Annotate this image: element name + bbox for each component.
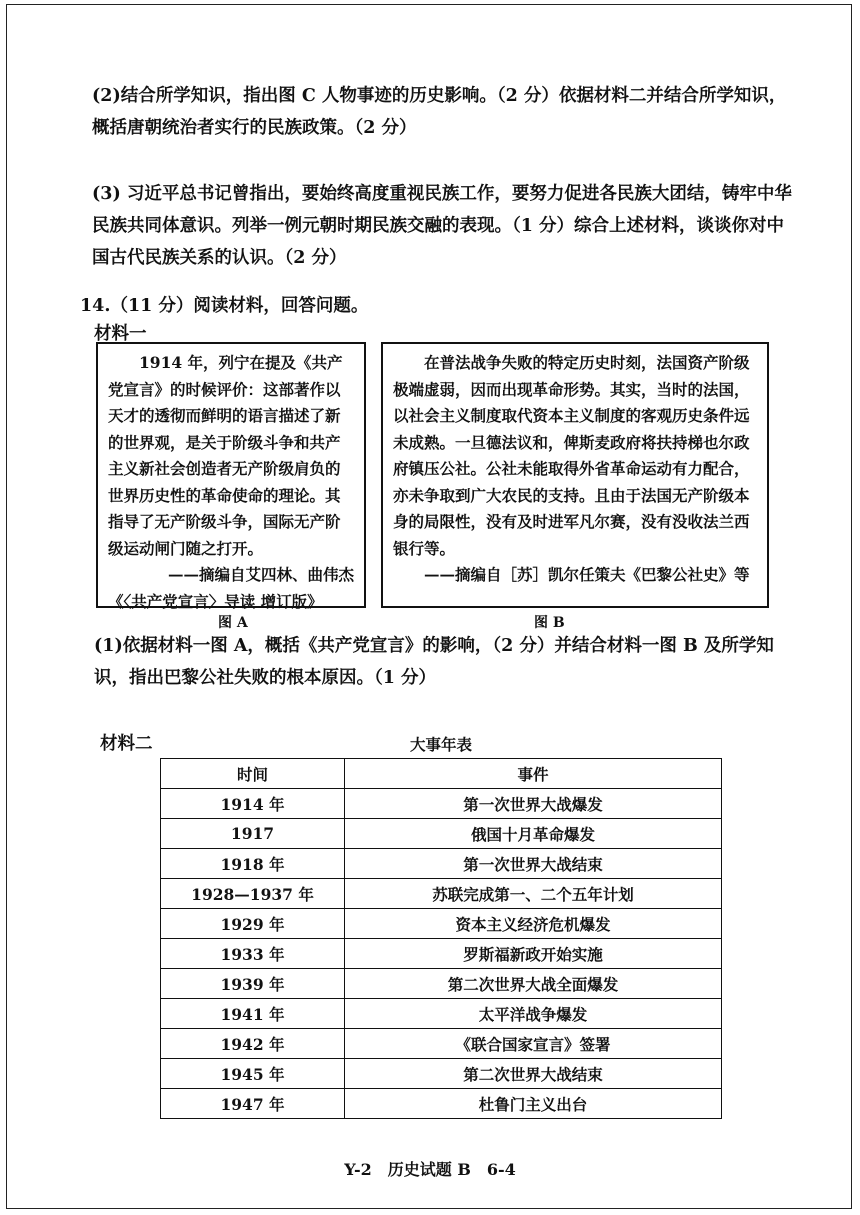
table-title: 大事年表: [410, 735, 473, 754]
table-row: [161, 789, 722, 819]
figure-b-box: [381, 342, 769, 608]
events-table: [160, 758, 722, 1119]
table-row: [161, 1089, 722, 1119]
question-13-part-3: (3) 习近平总书记曾指出，要始终高度重视民族工作，要努力促进各民族大团结，铸牢中华民族共同体意识。列举一例元朝时期民族交融的表现。（1 分）综合上述材料，谈谈你对中国古代民族关系的认识。（2 分）: [92, 184, 792, 268]
event-cell: 第一次世界大战结束: [345, 849, 722, 879]
event-cell: 第一次世界大战爆发: [345, 789, 722, 819]
figure-a-label: 图 A: [218, 615, 248, 631]
event-cell: 苏联完成第一、二个五年计划: [345, 879, 722, 909]
table-row: [161, 969, 722, 999]
time-cell: 1914 年: [161, 789, 345, 819]
time-cell: 1933 年: [161, 939, 345, 969]
figure-a-text: 1914 年，列宁在提及《共产党宣言》的时候评价：这部著作以天才的透彻而鲜明的语言描述了新的世界观，是关于阶级斗争和共产主义新社会创造者无产阶级肩负的世界历史性的革命使命的理论。其指导了无产阶级斗争，国际无产阶级运动闸门随之打开。: [108, 353, 343, 558]
time-cell: 1939 年: [161, 969, 345, 999]
table-row: [161, 849, 722, 879]
time-cell: 1917: [161, 819, 345, 849]
time-cell: 1928—1937 年: [161, 879, 345, 909]
table-row: [161, 999, 722, 1029]
figure-a-source-line-1: ——摘编自艾四林、曲伟杰: [167, 565, 354, 584]
event-cell: 杜鲁门主义出台: [345, 1089, 722, 1119]
time-cell: 1947 年: [161, 1089, 345, 1119]
event-cell: 资本主义经济危机爆发: [345, 909, 722, 939]
figure-b-text: 在普法战争失败的特定历史时刻，法国资产阶级极端虚弱，因而出现革命形势。其实，当时的法国，以社会主义制度取代资本主义制度的客观历史条件远未成熟。一旦德法议和，俾斯麦政府将扶持梯也尔政府镇压公社。公社未能取得外省革命运动有力配合，亦未争取到广大农民的支持。且由于法国无产阶级本身的局限性，没有及时进军凡尔赛，没有没收法兰西银行等。: [393, 353, 750, 558]
table-row: [161, 909, 722, 939]
time-cell: 1929 年: [161, 909, 345, 939]
question-14-heading: 14.（11 分）阅读材料，回答问题。: [80, 296, 369, 316]
material-1-label: 材料一: [94, 324, 147, 344]
figure-a-source-line-2: 《〈共产党宣言〉导读 增订版》: [108, 591, 323, 611]
table-row: [161, 879, 722, 909]
table-header-row: [161, 759, 722, 789]
time-cell: 1942 年: [161, 1029, 345, 1059]
figure-b-source: ——摘编自［苏］凯尔任策夫《巴黎公社史》等: [424, 565, 750, 584]
material-2-label: 材料二: [100, 734, 153, 754]
event-cell: 第二次世界大战结束: [345, 1059, 722, 1089]
table-row: [161, 939, 722, 969]
event-cell: 俄国十月革命爆发: [345, 819, 722, 849]
figure-a-box: [96, 342, 366, 611]
table-row: [161, 1029, 722, 1059]
question-14-part-1: (1)依据材料一图 A，概括《共产党宣言》的影响，（2 分）并结合材料一图 B 及所学知识，指出巴黎公社失败的根本原因。（1 分）: [94, 636, 774, 688]
question-13-part-2: (2)结合所学知识，指出图 C 人物事迹的历史影响。（2 分）依据材料二并结合所学知识，概括唐朝统治者实行的民族政策。（2 分）: [92, 86, 787, 138]
figure-b-label: 图 B: [534, 615, 565, 631]
table-row: [161, 1059, 722, 1089]
event-cell: 《联合国家宣言》签署: [345, 1029, 722, 1059]
page-footer: Y-2 历史试题 B 6-4: [344, 1160, 516, 1179]
event-cell: 太平洋战争爆发: [345, 999, 722, 1029]
time-cell: 1918 年: [161, 849, 345, 879]
event-cell: 罗斯福新政开始实施: [345, 939, 722, 969]
time-cell: 1945 年: [161, 1059, 345, 1089]
header-time: 时间: [161, 759, 345, 789]
table-row: [161, 819, 722, 849]
header-event: 事件: [345, 759, 722, 789]
event-cell: 第二次世界大战全面爆发: [345, 969, 722, 999]
time-cell: 1941 年: [161, 999, 345, 1029]
